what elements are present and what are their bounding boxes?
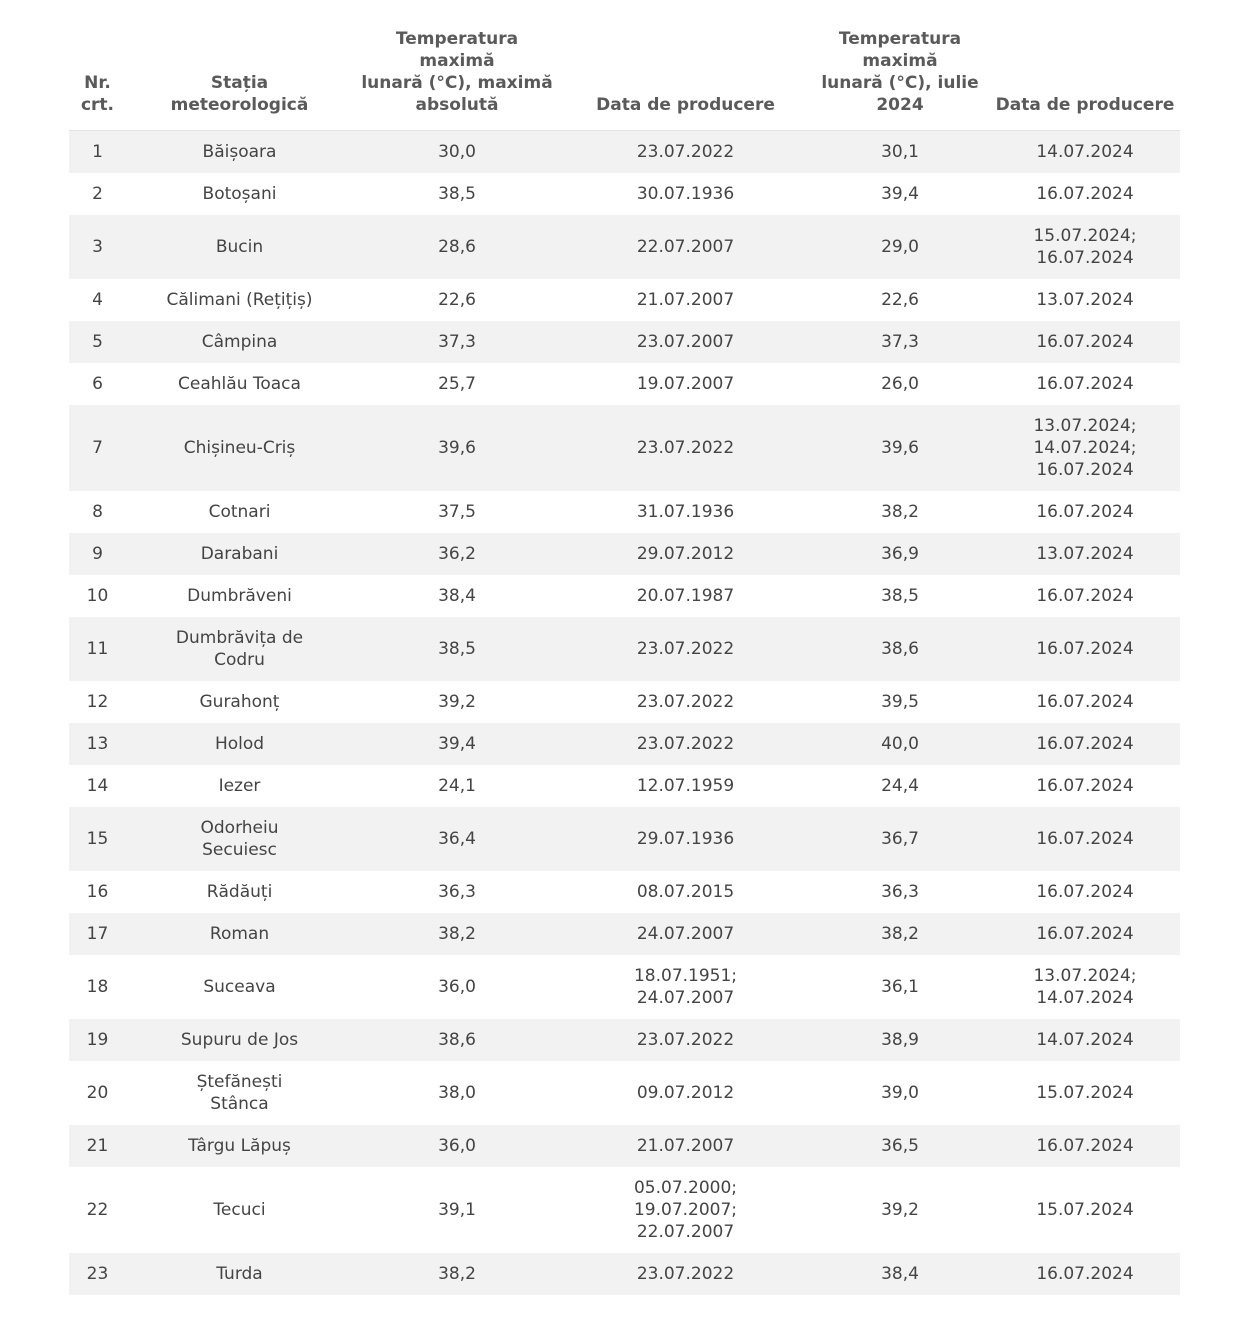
cell-record-date: 18.07.1951; 24.07.2007 (561, 955, 810, 1019)
cell-july-2024-date: 16.07.2024 (990, 681, 1180, 723)
cell-july-2024-temp: 38,9 (810, 1019, 990, 1061)
cell-station: Călimani (Rețițiș) (126, 279, 353, 321)
cell-july-2024-temp: 37,3 (810, 321, 990, 363)
cell-station: Dumbrăvița de Codru (126, 617, 353, 681)
cell-nr: 17 (69, 913, 126, 955)
cell-max-absolute-temp: 30,0 (353, 131, 561, 174)
cell-nr: 18 (69, 955, 126, 1019)
cell-max-absolute-temp: 36,0 (353, 1125, 561, 1167)
cell-july-2024-temp: 36,1 (810, 955, 990, 1019)
cell-record-date: 23.07.2022 (561, 1253, 810, 1295)
cell-max-absolute-temp: 39,6 (353, 405, 561, 491)
cell-july-2024-date: 14.07.2024 (990, 1019, 1180, 1061)
cell-station: Suceava (126, 955, 353, 1019)
cell-max-absolute-temp: 39,4 (353, 723, 561, 765)
table-row (69, 1061, 1180, 1125)
cell-station: Holod (126, 723, 353, 765)
header-station: Stația meteorologică (126, 28, 353, 131)
table-row (69, 723, 1180, 765)
cell-nr: 8 (69, 491, 126, 533)
table-row (69, 363, 1180, 405)
cell-july-2024-date: 16.07.2024 (990, 913, 1180, 955)
cell-record-date: 23.07.2022 (561, 723, 810, 765)
cell-july-2024-temp: 36,7 (810, 807, 990, 871)
temperature-records-table (69, 28, 1180, 1295)
table-body (69, 131, 1180, 1296)
table-row (69, 575, 1180, 617)
cell-july-2024-date: 13.07.2024; 14.07.2024; 16.07.2024 (990, 405, 1180, 491)
cell-july-2024-temp: 38,6 (810, 617, 990, 681)
cell-nr: 9 (69, 533, 126, 575)
cell-max-absolute-temp: 38,2 (353, 1253, 561, 1295)
cell-record-date: 05.07.2000; 19.07.2007; 22.07.2007 (561, 1167, 810, 1253)
cell-nr: 22 (69, 1167, 126, 1253)
cell-nr: 6 (69, 363, 126, 405)
cell-station: Odorheiu Secuiesc (126, 807, 353, 871)
table-row (69, 321, 1180, 363)
cell-max-absolute-temp: 37,3 (353, 321, 561, 363)
cell-july-2024-date: 15.07.2024 (990, 1167, 1180, 1253)
cell-july-2024-date: 16.07.2024 (990, 363, 1180, 405)
table-row (69, 279, 1180, 321)
cell-july-2024-temp: 38,5 (810, 575, 990, 617)
cell-nr: 23 (69, 1253, 126, 1295)
cell-july-2024-date: 16.07.2024 (990, 575, 1180, 617)
cell-station: Supuru de Jos (126, 1019, 353, 1061)
cell-station: Darabani (126, 533, 353, 575)
cell-nr: 21 (69, 1125, 126, 1167)
cell-record-date: 12.07.1959 (561, 765, 810, 807)
cell-july-2024-temp: 24,4 (810, 765, 990, 807)
cell-july-2024-date: 16.07.2024 (990, 1253, 1180, 1295)
cell-july-2024-temp: 38,4 (810, 1253, 990, 1295)
cell-july-2024-date: 16.07.2024 (990, 617, 1180, 681)
cell-max-absolute-temp: 36,3 (353, 871, 561, 913)
cell-july-2024-date: 13.07.2024 (990, 533, 1180, 575)
table-row (69, 955, 1180, 1019)
cell-max-absolute-temp: 38,5 (353, 173, 561, 215)
cell-max-absolute-temp: 38,0 (353, 1061, 561, 1125)
cell-july-2024-temp: 39,4 (810, 173, 990, 215)
cell-record-date: 29.07.2012 (561, 533, 810, 575)
cell-record-date: 31.07.1936 (561, 491, 810, 533)
table-row (69, 1253, 1180, 1295)
cell-record-date: 23.07.2007 (561, 321, 810, 363)
data-table-container (69, 28, 1180, 1295)
cell-nr: 15 (69, 807, 126, 871)
cell-july-2024-date: 16.07.2024 (990, 1125, 1180, 1167)
table-row (69, 765, 1180, 807)
cell-station: Târgu Lăpuș (126, 1125, 353, 1167)
cell-max-absolute-temp: 36,0 (353, 955, 561, 1019)
cell-nr: 1 (69, 131, 126, 174)
cell-max-absolute-temp: 37,5 (353, 491, 561, 533)
cell-station: Gurahonț (126, 681, 353, 723)
table-row (69, 871, 1180, 913)
cell-station: Băișoara (126, 131, 353, 174)
table-row (69, 681, 1180, 723)
cell-station: Roman (126, 913, 353, 955)
cell-nr: 20 (69, 1061, 126, 1125)
cell-record-date: 21.07.2007 (561, 1125, 810, 1167)
cell-max-absolute-temp: 22,6 (353, 279, 561, 321)
cell-station: Iezer (126, 765, 353, 807)
cell-july-2024-temp: 36,3 (810, 871, 990, 913)
cell-july-2024-temp: 26,0 (810, 363, 990, 405)
cell-record-date: 23.07.2022 (561, 131, 810, 174)
cell-nr: 10 (69, 575, 126, 617)
cell-station: Turda (126, 1253, 353, 1295)
cell-max-absolute-temp: 36,4 (353, 807, 561, 871)
cell-nr: 14 (69, 765, 126, 807)
cell-nr: 19 (69, 1019, 126, 1061)
cell-july-2024-date: 16.07.2024 (990, 173, 1180, 215)
cell-record-date: 21.07.2007 (561, 279, 810, 321)
cell-july-2024-date: 16.07.2024 (990, 871, 1180, 913)
table-row (69, 533, 1180, 575)
cell-record-date: 30.07.1936 (561, 173, 810, 215)
cell-nr: 4 (69, 279, 126, 321)
cell-nr: 5 (69, 321, 126, 363)
cell-station: Tecuci (126, 1167, 353, 1253)
cell-station: Botoșani (126, 173, 353, 215)
table-row (69, 173, 1180, 215)
cell-nr: 2 (69, 173, 126, 215)
cell-july-2024-temp: 29,0 (810, 215, 990, 279)
table-header (69, 28, 1180, 131)
cell-nr: 11 (69, 617, 126, 681)
cell-nr: 16 (69, 871, 126, 913)
cell-july-2024-date: 16.07.2024 (990, 321, 1180, 363)
table-row (69, 491, 1180, 533)
cell-max-absolute-temp: 38,2 (353, 913, 561, 955)
cell-july-2024-date: 13.07.2024 (990, 279, 1180, 321)
cell-july-2024-temp: 38,2 (810, 913, 990, 955)
cell-july-2024-date: 16.07.2024 (990, 723, 1180, 765)
cell-station: Dumbrăveni (126, 575, 353, 617)
cell-record-date: 29.07.1936 (561, 807, 810, 871)
cell-station: Cotnari (126, 491, 353, 533)
cell-station: Chișineu-Criș (126, 405, 353, 491)
cell-max-absolute-temp: 25,7 (353, 363, 561, 405)
header-max-absolute-temp: Temperatura maximă lunară (°C), maximă absolută (353, 28, 561, 131)
cell-record-date: 08.07.2015 (561, 871, 810, 913)
cell-record-date: 23.07.2022 (561, 681, 810, 723)
table-row (69, 807, 1180, 871)
table-row (69, 1125, 1180, 1167)
cell-record-date: 20.07.1987 (561, 575, 810, 617)
table-row (69, 1167, 1180, 1253)
cell-station: Câmpina (126, 321, 353, 363)
cell-july-2024-temp: 22,6 (810, 279, 990, 321)
cell-july-2024-temp: 36,5 (810, 1125, 990, 1167)
cell-nr: 7 (69, 405, 126, 491)
cell-station: Rădăuți (126, 871, 353, 913)
cell-station: Ștefănești Stânca (126, 1061, 353, 1125)
cell-record-date: 22.07.2007 (561, 215, 810, 279)
cell-july-2024-date: 14.07.2024 (990, 131, 1180, 174)
table-row (69, 913, 1180, 955)
table-row (69, 617, 1180, 681)
cell-record-date: 19.07.2007 (561, 363, 810, 405)
cell-july-2024-temp: 39,6 (810, 405, 990, 491)
cell-record-date: 23.07.2022 (561, 1019, 810, 1061)
cell-july-2024-date: 16.07.2024 (990, 491, 1180, 533)
header-july-2024-date: Data de producere (990, 28, 1180, 131)
cell-july-2024-temp: 39,0 (810, 1061, 990, 1125)
cell-max-absolute-temp: 36,2 (353, 533, 561, 575)
cell-max-absolute-temp: 28,6 (353, 215, 561, 279)
cell-nr: 12 (69, 681, 126, 723)
cell-july-2024-temp: 30,1 (810, 131, 990, 174)
cell-record-date: 23.07.2022 (561, 617, 810, 681)
cell-nr: 3 (69, 215, 126, 279)
cell-july-2024-date: 16.07.2024 (990, 807, 1180, 871)
cell-nr: 13 (69, 723, 126, 765)
cell-max-absolute-temp: 38,4 (353, 575, 561, 617)
table-row (69, 405, 1180, 491)
cell-station: Ceahlău Toaca (126, 363, 353, 405)
cell-july-2024-temp: 40,0 (810, 723, 990, 765)
cell-july-2024-temp: 39,2 (810, 1167, 990, 1253)
cell-record-date: 09.07.2012 (561, 1061, 810, 1125)
cell-max-absolute-temp: 39,1 (353, 1167, 561, 1253)
cell-july-2024-date: 15.07.2024; 16.07.2024 (990, 215, 1180, 279)
cell-record-date: 24.07.2007 (561, 913, 810, 955)
cell-record-date: 23.07.2022 (561, 405, 810, 491)
header-july-2024-temp: Temperatura maximă lunară (°C), iulie 2024 (810, 28, 990, 131)
cell-max-absolute-temp: 39,2 (353, 681, 561, 723)
cell-july-2024-date: 13.07.2024; 14.07.2024 (990, 955, 1180, 1019)
cell-max-absolute-temp: 38,6 (353, 1019, 561, 1061)
cell-july-2024-date: 15.07.2024 (990, 1061, 1180, 1125)
header-record-date: Data de producere (561, 28, 810, 131)
cell-july-2024-temp: 38,2 (810, 491, 990, 533)
header-nr-crt: Nr. crt. (69, 28, 126, 131)
cell-july-2024-date: 16.07.2024 (990, 765, 1180, 807)
table-row (69, 215, 1180, 279)
cell-max-absolute-temp: 24,1 (353, 765, 561, 807)
cell-station: Bucin (126, 215, 353, 279)
header-row (69, 28, 1180, 131)
table-row (69, 1019, 1180, 1061)
cell-july-2024-temp: 36,9 (810, 533, 990, 575)
cell-max-absolute-temp: 38,5 (353, 617, 561, 681)
table-row (69, 131, 1180, 174)
cell-july-2024-temp: 39,5 (810, 681, 990, 723)
